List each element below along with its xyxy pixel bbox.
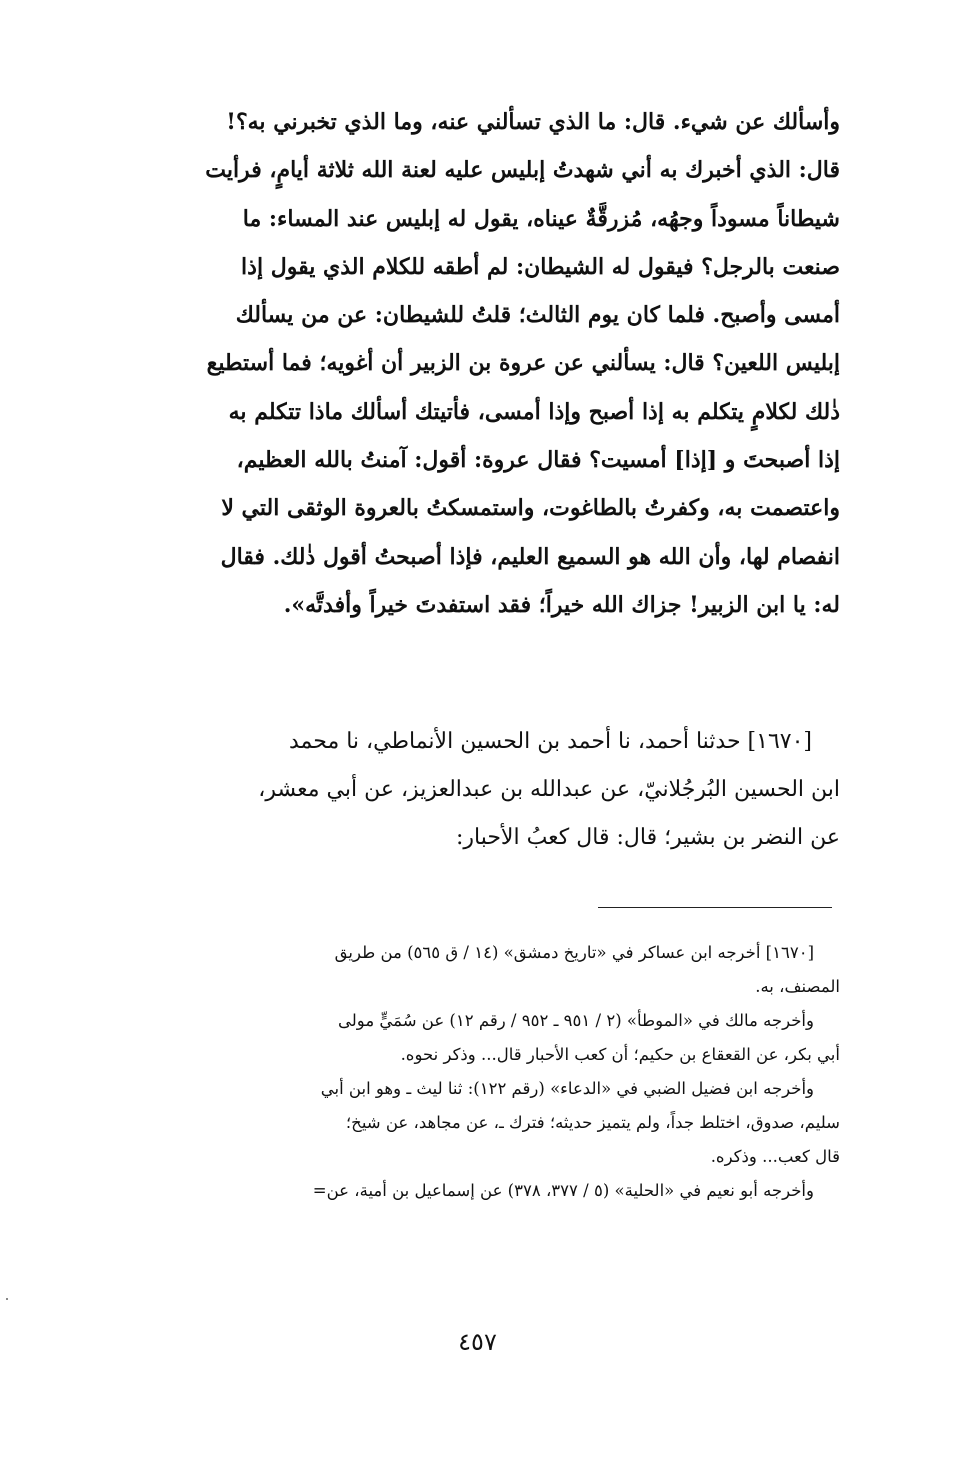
main-text-line: له: يا ابن الزبير! جزاك الله خيراً؛ فقد استفدتَ خيراً وأفدتَّه».: [283, 591, 840, 618]
hadith-line: عن النضر بن بشير؛ قال: قال كعبُ الأحبار:: [455, 825, 840, 850]
footnote-line: وأخرجه أبو نعيم في «الحلية» (٥ / ٣٧٧، ٣٧٨) عن إسماعيل بن أمية، عن=: [312, 1181, 814, 1200]
main-text-line: واعتصمت به، وكفرتُ بالطاغوت، واستمسكتُ بالعروة الوثقى التي لا: [221, 495, 840, 522]
main-text-line: إبليس اللعين؟ قال: يسألني عن عروة بن الزبير أن أغويه؛ فما أستطيع: [206, 350, 840, 377]
main-text-line: شيطاناً مسوداً وجهُه، مُزرقَّةٌ عيناه، يقول له إبليس عند المساء: ما: [242, 205, 840, 232]
main-text-line: ذٰلك لكلامٍ يتكلم به إذا أصبح وإذا أمسى، فأتيتك أسألك ماذا تتكلم به: [228, 398, 840, 425]
footnote-line: أبي بكر، عن القعقاع بن حكيم؛ أن كعب الأحبار قال... وذكر نحوه.: [400, 1045, 840, 1064]
footnote-line: [١٦٧٠] أخرجه ابن عساكر في «تاريخ دمشق» (١٤ / ق ٥٦٥) من طريق: [334, 943, 814, 962]
main-text-line: إذا أصبحتَ و [إذا] أمسيت؟ فقال عروة: أقول: آمنتُ بالله العظيم،: [236, 447, 840, 474]
footnote-line: قال كعب... وذكره.: [710, 1147, 840, 1166]
main-text-line: وأسألك عن شيء. قال: ما الذي تسألني عنه، وما الذي تخبرني به؟!: [226, 109, 840, 135]
footnote-line: وأخرجه مالك في «الموطأ» (٢ / ٩٥١ ـ ٩٥٢ / رقم ١٢) عن سُمَيٍّ مولى: [338, 1011, 814, 1030]
main-text-line: قال: الذي أخبرك به أني شهدتُ إبليس عليه لعنة الله ثلاثة أيامٍ، فرأيت: [205, 157, 840, 184]
margin-speck: [6, 1298, 8, 1300]
hadith-chain-block: [128, 718, 840, 862]
footnote-separator: [598, 907, 832, 908]
footnote-line: وأخرجه ابن فضيل الضبي في «الدعاء» (رقم ١٢٢): ثنا ليث ـ وهو ابن أبي: [320, 1079, 814, 1098]
footnote-line: سليم، صدوق، اختلط جداً، ولم يتميز حديثه؛ فترك ـ، عن مجاهد، عن شيخ؛: [345, 1113, 840, 1132]
page-number: ٤٥٧: [458, 1328, 497, 1356]
main-text-line: أمسى وأصبح. فلما كان يوم الثالث؛ قلتُ للشيطان: عن من يسألك: [235, 302, 840, 329]
hadith-line: [١٦٧٠] حدثنا أحمد، نا أحمد بن الحسين الأنماطي، نا محمد: [288, 729, 812, 754]
footnotes-block: [108, 936, 840, 1208]
hadith-line: ابن الحسين البُرجُلانيّ، عن عبدالله بن عبدالعزيز، عن أبي معشر،: [258, 777, 840, 802]
footnote-line: المصنف، به.: [755, 977, 840, 996]
main-text-line: انفصام لها، وأن الله هو السميع العليم، فإذا أصبحتُ أقول ذٰلك. فقال: [220, 543, 840, 570]
main-text-block: [128, 98, 840, 629]
main-text-line: صنعت بالرجل؟ فيقول له الشيطان: لم أطقه للكلام الذي يقول إذا: [241, 253, 840, 280]
